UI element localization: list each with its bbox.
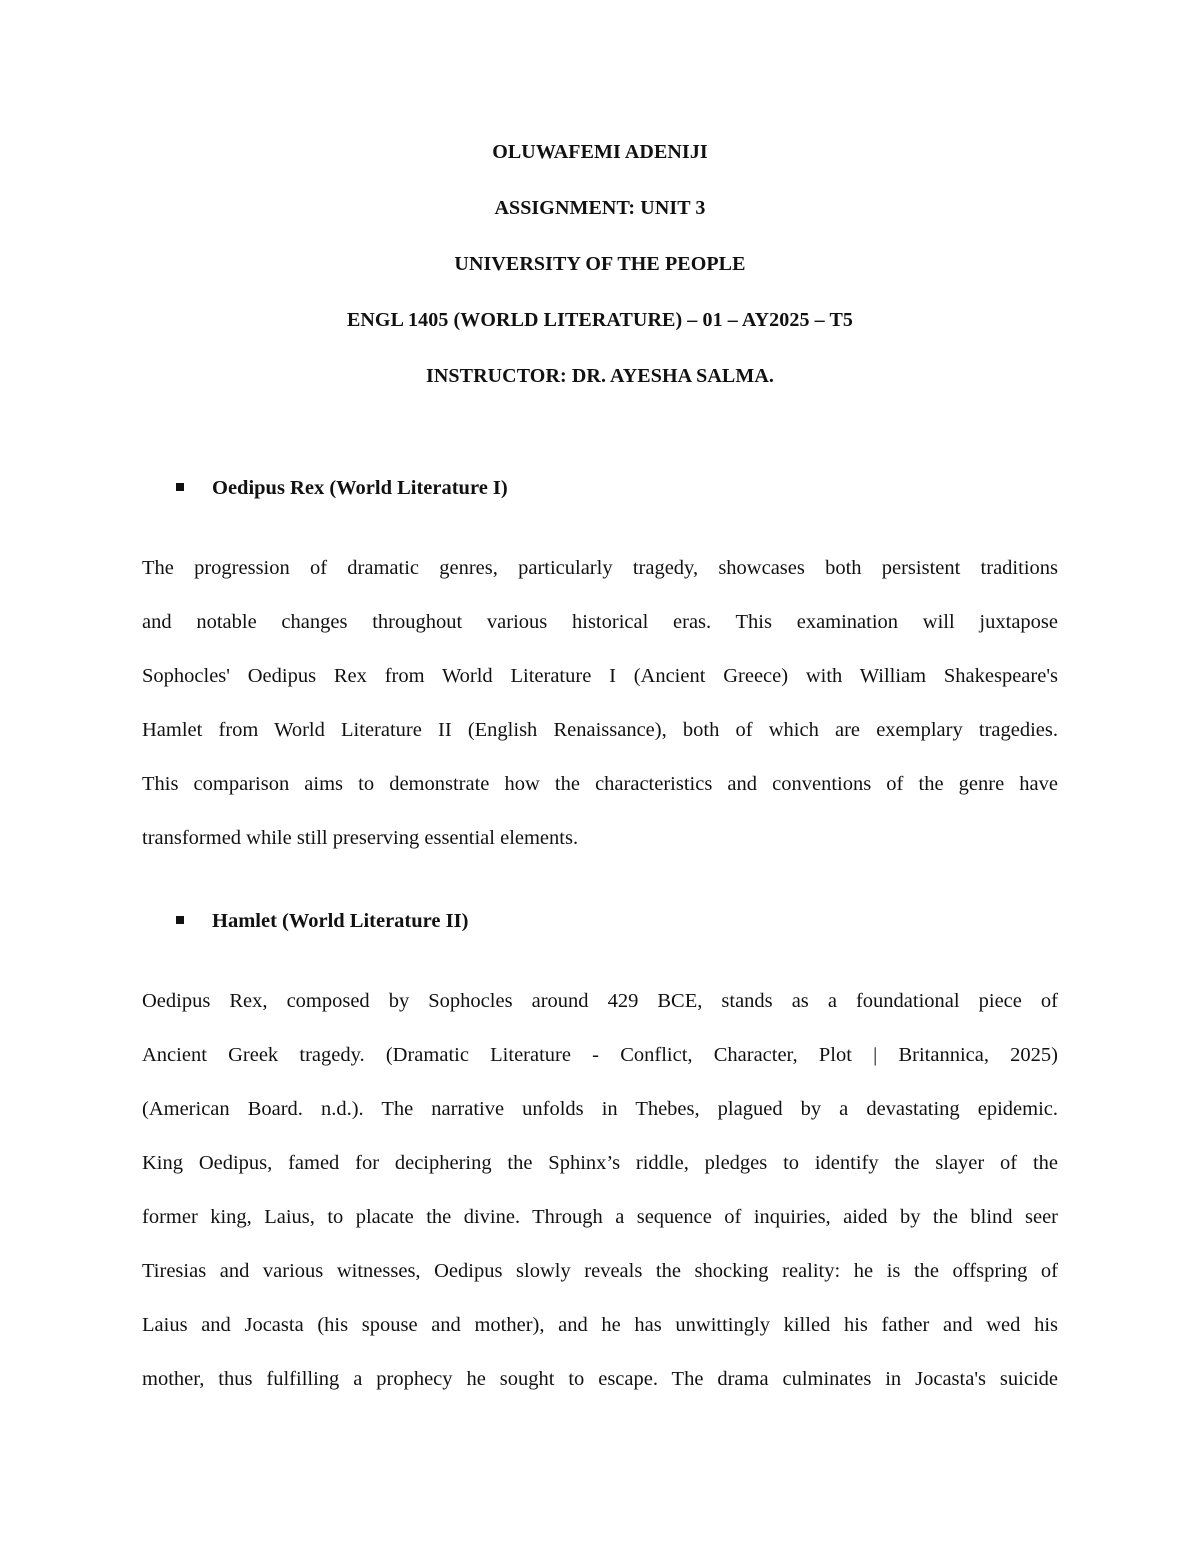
paragraph-line: This comparison aims to demonstrate how the characteristics and conventions of the genre have bbox=[142, 773, 1058, 795]
paragraph-line: (American Board. n.d.). The narrative unfolds in Thebes, plagued by a devastating epidemic. bbox=[142, 1098, 1058, 1120]
title-block bbox=[0, 142, 1200, 422]
paragraph-line: former king, Laius, to placate the divine. Through a sequence of inquiries, aided by the blind seer bbox=[142, 1206, 1058, 1228]
section-heading-hamlet bbox=[176, 909, 468, 933]
square-bullet-icon bbox=[176, 916, 184, 924]
instructor-name: INSTRUCTOR: DR. AYESHA SALMA. bbox=[426, 365, 774, 387]
paragraph-line: Hamlet from World Literature II (English Renaissance), both of which are exemplary tragedies. bbox=[142, 719, 1058, 741]
paragraph-line: transformed while still preserving essential elements. bbox=[142, 827, 579, 849]
paragraph-line: Laius and Jocasta (his spouse and mother), and he has unwittingly killed his father and wed his bbox=[142, 1314, 1058, 1336]
assignment-title: ASSIGNMENT: UNIT 3 bbox=[494, 197, 706, 219]
section-heading-text: Oedipus Rex (World Literature I) bbox=[212, 477, 508, 499]
paragraph-line: Sophocles' Oedipus Rex from World Literature I (Ancient Greece) with William Shakespeare's bbox=[142, 665, 1058, 687]
section-heading-text: Hamlet (World Literature II) bbox=[212, 910, 469, 932]
paragraph-line: Tiresias and various witnesses, Oedipus slowly reveals the shocking reality: he is the offspring of bbox=[142, 1260, 1058, 1282]
paragraph-line: Ancient Greek tragedy. (Dramatic Literature - Conflict, Character, Plot | Britannica, 2025) bbox=[142, 1044, 1058, 1066]
paragraph-line: King Oedipus, famed for deciphering the Sphinx’s riddle, pledges to identify the slayer of the bbox=[142, 1152, 1058, 1174]
author-name: OLUWAFEMI ADENIJI bbox=[492, 141, 708, 163]
paragraph-line: and notable changes throughout various historical eras. This examination will juxtapose bbox=[142, 611, 1058, 633]
university-name: UNIVERSITY OF THE PEOPLE bbox=[454, 253, 746, 275]
paragraph-line: mother, thus fulfilling a prophecy he sought to escape. The drama culminates in Jocasta's suicide bbox=[142, 1368, 1058, 1390]
paragraph-oedipus-summary bbox=[142, 974, 1058, 1406]
course-title: ENGL 1405 (WORLD LITERATURE) – 01 – AY2025 – T5 bbox=[346, 309, 854, 331]
paragraph-line: The progression of dramatic genres, particularly tragedy, showcases both persistent traditions bbox=[142, 557, 1058, 579]
section-heading-oedipus bbox=[176, 476, 508, 500]
square-bullet-icon bbox=[176, 483, 184, 491]
paragraph-line: Oedipus Rex, composed by Sophocles around 429 BCE, stands as a foundational piece of bbox=[142, 990, 1058, 1012]
paragraph-introduction bbox=[142, 541, 1058, 865]
